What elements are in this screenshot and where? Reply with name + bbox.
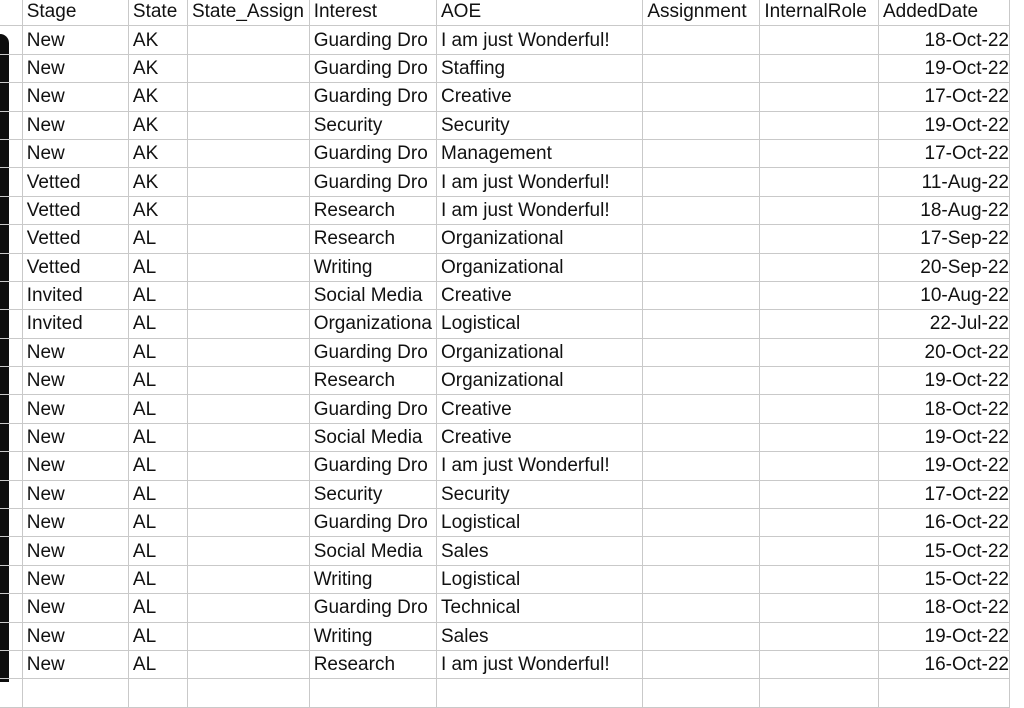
cell-internal-role[interactable]: [760, 26, 879, 54]
table-row: [0, 225, 1010, 253]
cell-interest[interactable]: Guarding Dro: [309, 139, 436, 167]
cell-assignment[interactable]: [643, 196, 760, 224]
cell-added-date[interactable]: 19-Oct-22: [878, 367, 1009, 395]
cell-state-assign[interactable]: [187, 480, 309, 508]
cell-added-date[interactable]: 18-Oct-22: [878, 26, 1009, 54]
cell-stage[interactable]: New: [22, 622, 128, 650]
cell-stage[interactable]: Vetted: [22, 168, 128, 196]
cell-stage[interactable]: New: [22, 139, 128, 167]
cell-state[interactable]: AK: [128, 111, 187, 139]
table-row: [0, 509, 1010, 537]
cell-assignment[interactable]: [643, 225, 760, 253]
cell-interest[interactable]: Guarding Dro: [309, 452, 436, 480]
cell-stage[interactable]: New: [22, 111, 128, 139]
cell-assignment[interactable]: [643, 54, 760, 82]
cell-internal-role[interactable]: [760, 54, 879, 82]
cell-stage[interactable]: New: [22, 26, 128, 54]
cell-state-assign[interactable]: [187, 650, 309, 678]
header-cell-state-assign[interactable]: State_Assign: [187, 0, 309, 26]
cell-interest[interactable]: [309, 679, 436, 707]
cell-state[interactable]: AL: [128, 225, 187, 253]
cell-added-date[interactable]: 18-Oct-22: [878, 594, 1009, 622]
cell-assignment[interactable]: [643, 338, 760, 366]
cell-e[interactable]: [0, 139, 22, 167]
cell-state[interactable]: AL: [128, 480, 187, 508]
cell-interest[interactable]: Organizationa: [309, 310, 436, 338]
cell-internal-role[interactable]: [760, 622, 879, 650]
table-row: [0, 196, 1010, 224]
header-cell-stage[interactable]: Stage: [22, 0, 128, 26]
cell-assignment[interactable]: [643, 310, 760, 338]
cell-e[interactable]: [0, 480, 22, 508]
table-row: [0, 310, 1010, 338]
cell-internal-role[interactable]: [760, 367, 879, 395]
table-row: [0, 480, 1010, 508]
cell-e[interactable]: [0, 196, 22, 224]
cell-internal-role[interactable]: [760, 310, 879, 338]
cell-internal-role[interactable]: [760, 253, 879, 281]
cell-assignment[interactable]: [643, 168, 760, 196]
cell-e[interactable]: [0, 111, 22, 139]
cell-stage[interactable]: Vetted: [22, 225, 128, 253]
cell-stage[interactable]: Invited: [22, 281, 128, 309]
cell-stage[interactable]: New: [22, 367, 128, 395]
cell-state-assign[interactable]: [187, 196, 309, 224]
cell-internal-role[interactable]: [760, 679, 879, 707]
cell-interest[interactable]: Social Media: [309, 423, 436, 451]
cell-assignment[interactable]: [643, 139, 760, 167]
cell-e[interactable]: [0, 83, 22, 111]
cell-aoe[interactable]: Organizational: [437, 338, 643, 366]
header-cell-assignment[interactable]: Assignment: [643, 0, 760, 26]
cell-aoe[interactable]: Creative: [437, 423, 643, 451]
cell-aoe[interactable]: Logistical: [437, 310, 643, 338]
cell-internal-role[interactable]: [760, 537, 879, 565]
cell-interest[interactable]: Writing: [309, 253, 436, 281]
cell-e[interactable]: [0, 509, 22, 537]
cell-interest[interactable]: Guarding Dro: [309, 54, 436, 82]
cell-stage[interactable]: New: [22, 452, 128, 480]
cell-internal-role[interactable]: [760, 83, 879, 111]
cell-interest[interactable]: Guarding Dro: [309, 509, 436, 537]
table-row: [0, 452, 1010, 480]
cell-state[interactable]: AL: [128, 395, 187, 423]
cell-aoe[interactable]: Management: [437, 139, 643, 167]
cell-internal-role[interactable]: [760, 196, 879, 224]
table-row: [0, 650, 1010, 678]
cell-added-date[interactable]: [878, 679, 1009, 707]
cell-assignment[interactable]: [643, 83, 760, 111]
cell-internal-role[interactable]: [760, 139, 879, 167]
cell-state[interactable]: AL: [128, 367, 187, 395]
table-row: [0, 111, 1010, 139]
cell-added-date[interactable]: 15-Oct-22: [878, 565, 1009, 593]
cell-added-date[interactable]: 10-Aug-22: [878, 281, 1009, 309]
cell-assignment[interactable]: [643, 452, 760, 480]
cell-state[interactable]: AL: [128, 622, 187, 650]
cell-added-date[interactable]: 17-Oct-22: [878, 480, 1009, 508]
header-cell-internal-role[interactable]: InternalRole: [760, 0, 879, 26]
cell-state-assign[interactable]: [187, 367, 309, 395]
cell-assignment[interactable]: [643, 423, 760, 451]
cell-interest[interactable]: Research: [309, 225, 436, 253]
cell-state-assign[interactable]: [187, 139, 309, 167]
cell-internal-role[interactable]: [760, 225, 879, 253]
cell-added-date[interactable]: 18-Oct-22: [878, 395, 1009, 423]
cell-stage[interactable]: New: [22, 395, 128, 423]
header-cell-interest[interactable]: Interest: [309, 0, 436, 26]
table-row: [0, 565, 1010, 593]
cell-state[interactable]: AK: [128, 54, 187, 82]
cell-assignment[interactable]: [643, 622, 760, 650]
cell-added-date[interactable]: 20-Sep-22: [878, 253, 1009, 281]
cell-assignment[interactable]: [643, 111, 760, 139]
cell-aoe[interactable]: Logistical: [437, 565, 643, 593]
cell-aoe[interactable]: I am just Wonderful!: [437, 168, 643, 196]
cell-e[interactable]: [0, 679, 22, 707]
cell-state[interactable]: AK: [128, 196, 187, 224]
cell-state[interactable]: AL: [128, 537, 187, 565]
cell-aoe[interactable]: Security: [437, 111, 643, 139]
cell-aoe[interactable]: I am just Wonderful!: [437, 650, 643, 678]
cell-assignment[interactable]: [643, 537, 760, 565]
cell-stage[interactable]: New: [22, 480, 128, 508]
table-row: [0, 594, 1010, 622]
cell-aoe[interactable]: Sales: [437, 622, 643, 650]
cell-internal-role[interactable]: [760, 111, 879, 139]
cell-state[interactable]: AL: [128, 423, 187, 451]
cell-state-assign[interactable]: [187, 83, 309, 111]
cell-assignment[interactable]: [643, 650, 760, 678]
cell-state[interactable]: AK: [128, 83, 187, 111]
cell-interest[interactable]: Research: [309, 650, 436, 678]
cell-e[interactable]: [0, 594, 22, 622]
cell-state-assign[interactable]: [187, 338, 309, 366]
cell-aoe[interactable]: Organizational: [437, 367, 643, 395]
cell-assignment[interactable]: [643, 480, 760, 508]
table-row: [0, 537, 1010, 565]
table-row: [0, 338, 1010, 366]
cell-state[interactable]: [128, 679, 187, 707]
cell-interest[interactable]: Guarding Dro: [309, 338, 436, 366]
cell-stage[interactable]: Invited: [22, 310, 128, 338]
cell-added-date[interactable]: 16-Oct-22: [878, 650, 1009, 678]
cell-added-date[interactable]: 17-Oct-22: [878, 139, 1009, 167]
cell-state[interactable]: AK: [128, 168, 187, 196]
cell-state[interactable]: AL: [128, 650, 187, 678]
cell-e[interactable]: [0, 395, 22, 423]
cell-state[interactable]: AK: [128, 26, 187, 54]
table-row: [0, 622, 1010, 650]
cell-stage[interactable]: New: [22, 423, 128, 451]
cell-interest[interactable]: Security: [309, 480, 436, 508]
cell-added-date[interactable]: 22-Jul-22: [878, 310, 1009, 338]
cell-state[interactable]: AL: [128, 452, 187, 480]
header-cell-added-date[interactable]: AddedDate: [878, 0, 1009, 26]
cell-stage[interactable]: New: [22, 650, 128, 678]
header-cell-e[interactable]: [0, 0, 22, 26]
cell-stage[interactable]: [22, 679, 128, 707]
cell-state-assign[interactable]: [187, 594, 309, 622]
table-row: [0, 395, 1010, 423]
cell-interest[interactable]: Research: [309, 367, 436, 395]
cell-state[interactable]: AL: [128, 509, 187, 537]
cell-e[interactable]: [0, 622, 22, 650]
cell-interest[interactable]: Guarding Dro: [309, 594, 436, 622]
cell-internal-role[interactable]: [760, 650, 879, 678]
cell-e[interactable]: [0, 225, 22, 253]
cell-state-assign[interactable]: [187, 281, 309, 309]
cell-internal-role[interactable]: [760, 565, 879, 593]
cell-assignment[interactable]: [643, 281, 760, 309]
cell-aoe[interactable]: Creative: [437, 395, 643, 423]
cell-state-assign[interactable]: [187, 622, 309, 650]
cell-aoe[interactable]: Security: [437, 480, 643, 508]
table-row: [0, 281, 1010, 309]
header-cell-aoe[interactable]: AOE: [437, 0, 643, 26]
cell-added-date[interactable]: 15-Oct-22: [878, 537, 1009, 565]
cell-stage[interactable]: Vetted: [22, 196, 128, 224]
table-row: [0, 253, 1010, 281]
cell-stage[interactable]: New: [22, 594, 128, 622]
cell-aoe[interactable]: Organizational: [437, 225, 643, 253]
cell-internal-role[interactable]: [760, 395, 879, 423]
cell-assignment[interactable]: [643, 367, 760, 395]
cell-added-date[interactable]: 19-Oct-22: [878, 423, 1009, 451]
cell-aoe[interactable]: I am just Wonderful!: [437, 196, 643, 224]
cell-aoe[interactable]: Creative: [437, 281, 643, 309]
cell-e[interactable]: [0, 168, 22, 196]
cell-interest[interactable]: Guarding Dro: [309, 26, 436, 54]
cell-stage[interactable]: New: [22, 83, 128, 111]
cell-internal-role[interactable]: [760, 281, 879, 309]
cell-state[interactable]: AK: [128, 139, 187, 167]
cell-interest[interactable]: Writing: [309, 622, 436, 650]
cell-state-assign[interactable]: [187, 537, 309, 565]
cell-aoe[interactable]: I am just Wonderful!: [437, 26, 643, 54]
header-cell-state[interactable]: State: [128, 0, 187, 26]
cell-state[interactable]: AL: [128, 565, 187, 593]
table-row: [0, 679, 1010, 707]
cell-state-assign[interactable]: [187, 679, 309, 707]
cell-aoe[interactable]: I am just Wonderful!: [437, 452, 643, 480]
cell-aoe[interactable]: Creative: [437, 83, 643, 111]
cell-e[interactable]: [0, 281, 22, 309]
cell-added-date[interactable]: 16-Oct-22: [878, 509, 1009, 537]
cell-stage[interactable]: New: [22, 565, 128, 593]
grid-body: [0, 26, 1010, 707]
cell-internal-role[interactable]: [760, 594, 879, 622]
cell-added-date[interactable]: 18-Aug-22: [878, 196, 1009, 224]
cell-aoe[interactable]: Sales: [437, 537, 643, 565]
cell-assignment[interactable]: [643, 253, 760, 281]
cell-stage[interactable]: New: [22, 509, 128, 537]
cell-internal-role[interactable]: [760, 509, 879, 537]
cell-interest[interactable]: Writing: [309, 565, 436, 593]
cell-state-assign[interactable]: [187, 565, 309, 593]
cell-aoe[interactable]: Logistical: [437, 509, 643, 537]
cell-assignment[interactable]: [643, 26, 760, 54]
header-row: [0, 0, 1010, 26]
cell-stage[interactable]: Vetted: [22, 253, 128, 281]
cell-e[interactable]: [0, 452, 22, 480]
cell-internal-role[interactable]: [760, 338, 879, 366]
cell-e[interactable]: [0, 423, 22, 451]
cell-interest[interactable]: Guarding Dro: [309, 83, 436, 111]
cell-state-assign[interactable]: [187, 26, 309, 54]
cell-state-assign[interactable]: [187, 54, 309, 82]
cell-stage[interactable]: New: [22, 338, 128, 366]
cell-e[interactable]: [0, 565, 22, 593]
table-row: [0, 83, 1010, 111]
table-row: [0, 367, 1010, 395]
cell-e[interactable]: [0, 26, 22, 54]
cell-e[interactable]: [0, 367, 22, 395]
cell-interest[interactable]: Guarding Dro: [309, 395, 436, 423]
cell-internal-role[interactable]: [760, 452, 879, 480]
cell-assignment[interactable]: [643, 565, 760, 593]
cell-e[interactable]: [0, 650, 22, 678]
table-row: [0, 54, 1010, 82]
cell-state-assign[interactable]: [187, 111, 309, 139]
cell-interest[interactable]: Security: [309, 111, 436, 139]
cell-state[interactable]: AL: [128, 281, 187, 309]
cell-state-assign[interactable]: [187, 423, 309, 451]
cell-state-assign[interactable]: [187, 225, 309, 253]
cell-state-assign[interactable]: [187, 395, 309, 423]
cell-added-date[interactable]: 19-Oct-22: [878, 452, 1009, 480]
cell-state-assign[interactable]: [187, 509, 309, 537]
cell-state-assign[interactable]: [187, 310, 309, 338]
cell-state[interactable]: AL: [128, 594, 187, 622]
cell-state-assign[interactable]: [187, 168, 309, 196]
cell-assignment[interactable]: [643, 679, 760, 707]
cell-added-date[interactable]: 11-Aug-22: [878, 168, 1009, 196]
cell-stage[interactable]: New: [22, 537, 128, 565]
cell-e[interactable]: [0, 54, 22, 82]
cell-assignment[interactable]: [643, 395, 760, 423]
table-row: [0, 168, 1010, 196]
cell-assignment[interactable]: [643, 594, 760, 622]
cell-interest[interactable]: Social Media: [309, 281, 436, 309]
cell-aoe[interactable]: Staffing: [437, 54, 643, 82]
cell-state-assign[interactable]: [187, 253, 309, 281]
cell-interest[interactable]: Social Media: [309, 537, 436, 565]
cell-e[interactable]: [0, 253, 22, 281]
cell-aoe[interactable]: Technical: [437, 594, 643, 622]
table-row: [0, 423, 1010, 451]
cell-added-date[interactable]: 19-Oct-22: [878, 111, 1009, 139]
table-row: [0, 139, 1010, 167]
table-row: [0, 26, 1010, 54]
cell-e[interactable]: [0, 310, 22, 338]
cell-added-date[interactable]: 19-Oct-22: [878, 622, 1009, 650]
cell-state[interactable]: AL: [128, 310, 187, 338]
cell-aoe[interactable]: [437, 679, 643, 707]
cell-e[interactable]: [0, 338, 22, 366]
cell-interest[interactable]: Research: [309, 196, 436, 224]
cell-added-date[interactable]: 17-Sep-22: [878, 225, 1009, 253]
cell-aoe[interactable]: Organizational: [437, 253, 643, 281]
cell-internal-role[interactable]: [760, 480, 879, 508]
cell-added-date[interactable]: 20-Oct-22: [878, 338, 1009, 366]
cell-interest[interactable]: Guarding Dro: [309, 168, 436, 196]
cell-assignment[interactable]: [643, 509, 760, 537]
cell-state-assign[interactable]: [187, 452, 309, 480]
cell-state[interactable]: AL: [128, 253, 187, 281]
cell-added-date[interactable]: 17-Oct-22: [878, 83, 1009, 111]
cell-e[interactable]: [0, 537, 22, 565]
cell-state[interactable]: AL: [128, 338, 187, 366]
cell-stage[interactable]: New: [22, 54, 128, 82]
cell-internal-role[interactable]: [760, 423, 879, 451]
cell-added-date[interactable]: 19-Oct-22: [878, 54, 1009, 82]
cell-internal-role[interactable]: [760, 168, 879, 196]
